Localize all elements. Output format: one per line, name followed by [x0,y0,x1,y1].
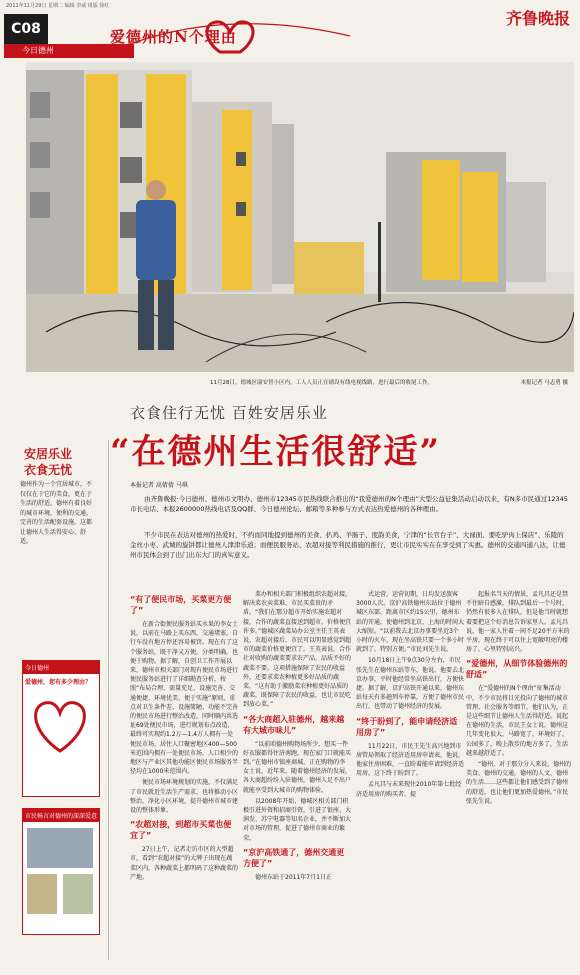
thumbnail-heart-icon [23,689,97,759]
article-headline: “在德州生活很舒适” [110,432,442,472]
article-byline: 本报记者 高倩倩 马琪 [130,482,188,489]
article-lede-2: 不少市民在表达对德州的热爱时，不约而同地提到德州的美食、扒鸡、羊肠子、度韵美食，宁津的“长官台子”、大禄面、要吃驴肉上保店”、乐陵的金丝小枣、武城的旋饼都让德州人津津乐道；而便民服务站、农超对接等利民措施的推行，更让市民实实在在享受到了实惠。德州的交通四通八达，让德州市民体会到了出门出东大门的真实意义。 [130,531,566,559]
column-3-heading-1: “终于盼到了，能申请经济适用房了” [356,716,458,737]
column-4-paragraph-2: 在“爱德州的N个理由”征集活动中，不少市民将目光投向了德州的城市管理、社会服务等细节，他们认为，正是这些细节让德州人生活得舒适。说起在德州的生活，市民王女士说，德州这几年变化很大，马路宽了，环境好了，公园多了，晚上散步的地方多了，生活越来越舒适了。 [466,685,569,757]
photo-caption: 11月28日，德城区康安智小区内，工人人员正在铺设有线电视线路，进行最后的收尾工作。 [210,380,433,386]
paper-logo: 齐鲁晚报 [505,9,570,28]
thumbnail-1-title: 今日德州 [23,661,99,674]
photo-credit: 本报记者 马志勇 摄 [520,380,568,386]
column-3-paragraph-4: 孟凡昌与未来现住2010年第七批经济适用房的购买者，提 [356,781,462,798]
article-column-1 [130,590,238,884]
column-3-paragraph-1: 式运营，运营初期，日均发送旅客3000人次。京沪高铁德州东站位于德州城区东部，距离市区约15公里，德州东站的开通，使德州到北京、上海的时间大大缩短。“以前我去北京办事要坐近3个小时的火车，现在坐高铁只要一个多小时就到了，特别方便。”市民刘先生说。 [356,591,465,654]
sidebar-title-line2: 衣食无忧 [24,463,73,477]
column-2-paragraph-1: 菜办和相关部门积极组织农超对接，解决菜农卖菜难、市民买菜贵的矛盾。“我们在那分超市开始实施农超对接，合作的蔬菜直接送到超市，价格便宜许多。”德城区蔬菜局办公室主任王英表说，农超对接后，市民可以明显感觉到超市的蔬菜价格更便宜了。王英表说，合作社对收购的蔬菜要求农产品，品质不好的蔬菜不要。这项措施保障了农民的收益外，还要求菜农种植更多好品质的蔬菜，“这有助于激励菜农种植更好品质的蔬菜，既保障了农民的收益，也让市民吃到放心菜。” [243,591,352,709]
banner-title: 爱德州的N个理由 [110,28,237,46]
column-1-paragraph-1: 在新合街便民服务站买水果的李女士说，以前在马路上买东西，交通堵塞，自行车没有地方停还容易被罚。现在有了这个服务站，既干净又方便，分类明确，也便于购物。据了解，自创卫工作开展以来，德州市相关部门对现有便民市场进行便民服务站进行了详细勘查分析，按照“布局合理、需量充足、设施完善、交通便捷、环境优美、便于实施”原则，重点对卫生条件差、设施简陋、功能不完善的便民市场进行整治改造，同时顺内共选址69处便民市场，进行规划布点改造，最终可实现约1.2万—1.4万人拥有一处便民市场，居住人口聚密地区400—500米范围内拥有一处便民市场，人口相少的地区与产业区其他功能区便民市场服务半径均在1000米范围内。 [130,621,239,776]
column-2-heading-1: “各大商超入驻德州，越来越有大城市味儿” [243,714,345,735]
sidebar-text: 德州作为一个宜居城市，不仅仅在于它的美食，更在于生活的舒适。德州有着良好的城市环境，便利的交通，完善的生活配套设施，这都让德州人生活得安心、舒适。 [20,481,93,545]
news-photo [26,62,574,372]
article-lede: 由齐鲁晚报·今日德州、德州市文明办、德州市12345市民热线联合推出的“我爱德州的N个理由”大型公益征集活动启动以来，有N多市民通过12345市长电话、本报2600000热线电话及QQ群、今日德州论坛、邮箱等多种参与方式表达热爱德州的各种理由。 [130,495,568,513]
column-2-paragraph-3: 以2008年开始，德城区相关部门积极引进外资和招商引资，引进了银座、大润发、苏宁电器等知名企业，并不断加大对市场的管理，促进了德州市商业的繁荣。 [243,797,352,842]
section-label: 今日德州 [4,44,134,58]
column-2-heading-2: “京沪高铁通了，德州交通更方便了” [243,847,345,868]
column-1-paragraph-2: 便民市场环境规划的实施，不仅满足了市民就近生活生产需求，也将推动小区整治、净化小区环境，提升德州市城市建设的整体形象。 [130,779,239,815]
column-1-heading-1: “有了便民市场，买菜更方便了” [130,595,232,615]
column-1-paragraph-3: 27日上午，记者走访市区的大型超市，看到“农超对接”的大牌子出现在蔬菜区内，各种蔬菜上都明码了这种蔬菜的产地。 [130,846,239,881]
thumbnail-2-photo [23,822,97,922]
column-2-paragraph-2: “以前咱德州购物场所少，想买一件好衣服都得往济南跑，现在家门口就能买到。”在德州市银座商城，正在购物的李女士说，近年来，随着德州经济的发展，各大商超纷纷入驻德州，德州人足不出户就能享受到大城市的购物体验。 [243,740,352,794]
column-4-paragraph-1: 起报名当天的情景，孟凡昌还是禁不住暗自感激，排队到最后一个号时，仍然有很多人在排队，但是他当时就想着要把这个好消息告诉家里人。孟凡昌说，他一家人住着一间不足20平方米的平房，现在终于可以住上宽敞明亮的楼房了，心里特别高兴。 [466,591,570,654]
column-3-paragraph-2: 10月18日上午9点30分左右，市民张先生在德州东站等车，他说，他要去北京办事，平时他经常坐高铁出行，方便快捷。据了解，京沪高铁开通以来，德州东站每天有多趟列车停靠，方便了德州市民出行，也带动了德州经济的发展。 [356,657,465,711]
column-3-paragraph-3: 11月22日，市民王先生高兴地到市房管局领取了经济适用房申请表，他说，他家住房困难，一直盼着能申请到经济适用房，这下终于盼到了。 [356,742,465,778]
article-column-4 [466,590,572,808]
thumbnail-2-headline: 市民畅言对德州的深深爱意 [23,809,99,822]
sidebar-title-line1: 安居乐业 [24,447,73,461]
thumbnail-page-2 [22,808,100,935]
column-2-paragraph-4: 德州东站于2011年7月1日正 [255,873,332,881]
sidebar-title [24,446,72,478]
article-column-3 [356,590,464,801]
page-number: C08 [4,14,48,44]
thumbnail-page-1 [22,660,100,797]
column-4-paragraph-3: “德州，对于那分分人来说，德州的美食、德州的交通，德州的人文，德州的生活……这些都让他们感受到了德州的舒适，也让他们更加热爱德州。”市民张先生说。 [466,761,572,805]
column-1-heading-2: “农超对接，到超市买菜也便宜了” [130,820,232,841]
thumbnail-1-headline: 爱德州，您有多少理由？ [25,679,92,686]
article-subhead: 衣食住行无忧 百姓安居乐业 [130,404,328,422]
column-4-heading-1: “爱德州，从细节体验德州的舒适” [466,659,568,680]
column-divider [108,440,109,960]
dateline: 2011年11月29日 星期二 编辑 李威 组版 徐红 [6,3,110,9]
article-column-2 [243,590,351,884]
